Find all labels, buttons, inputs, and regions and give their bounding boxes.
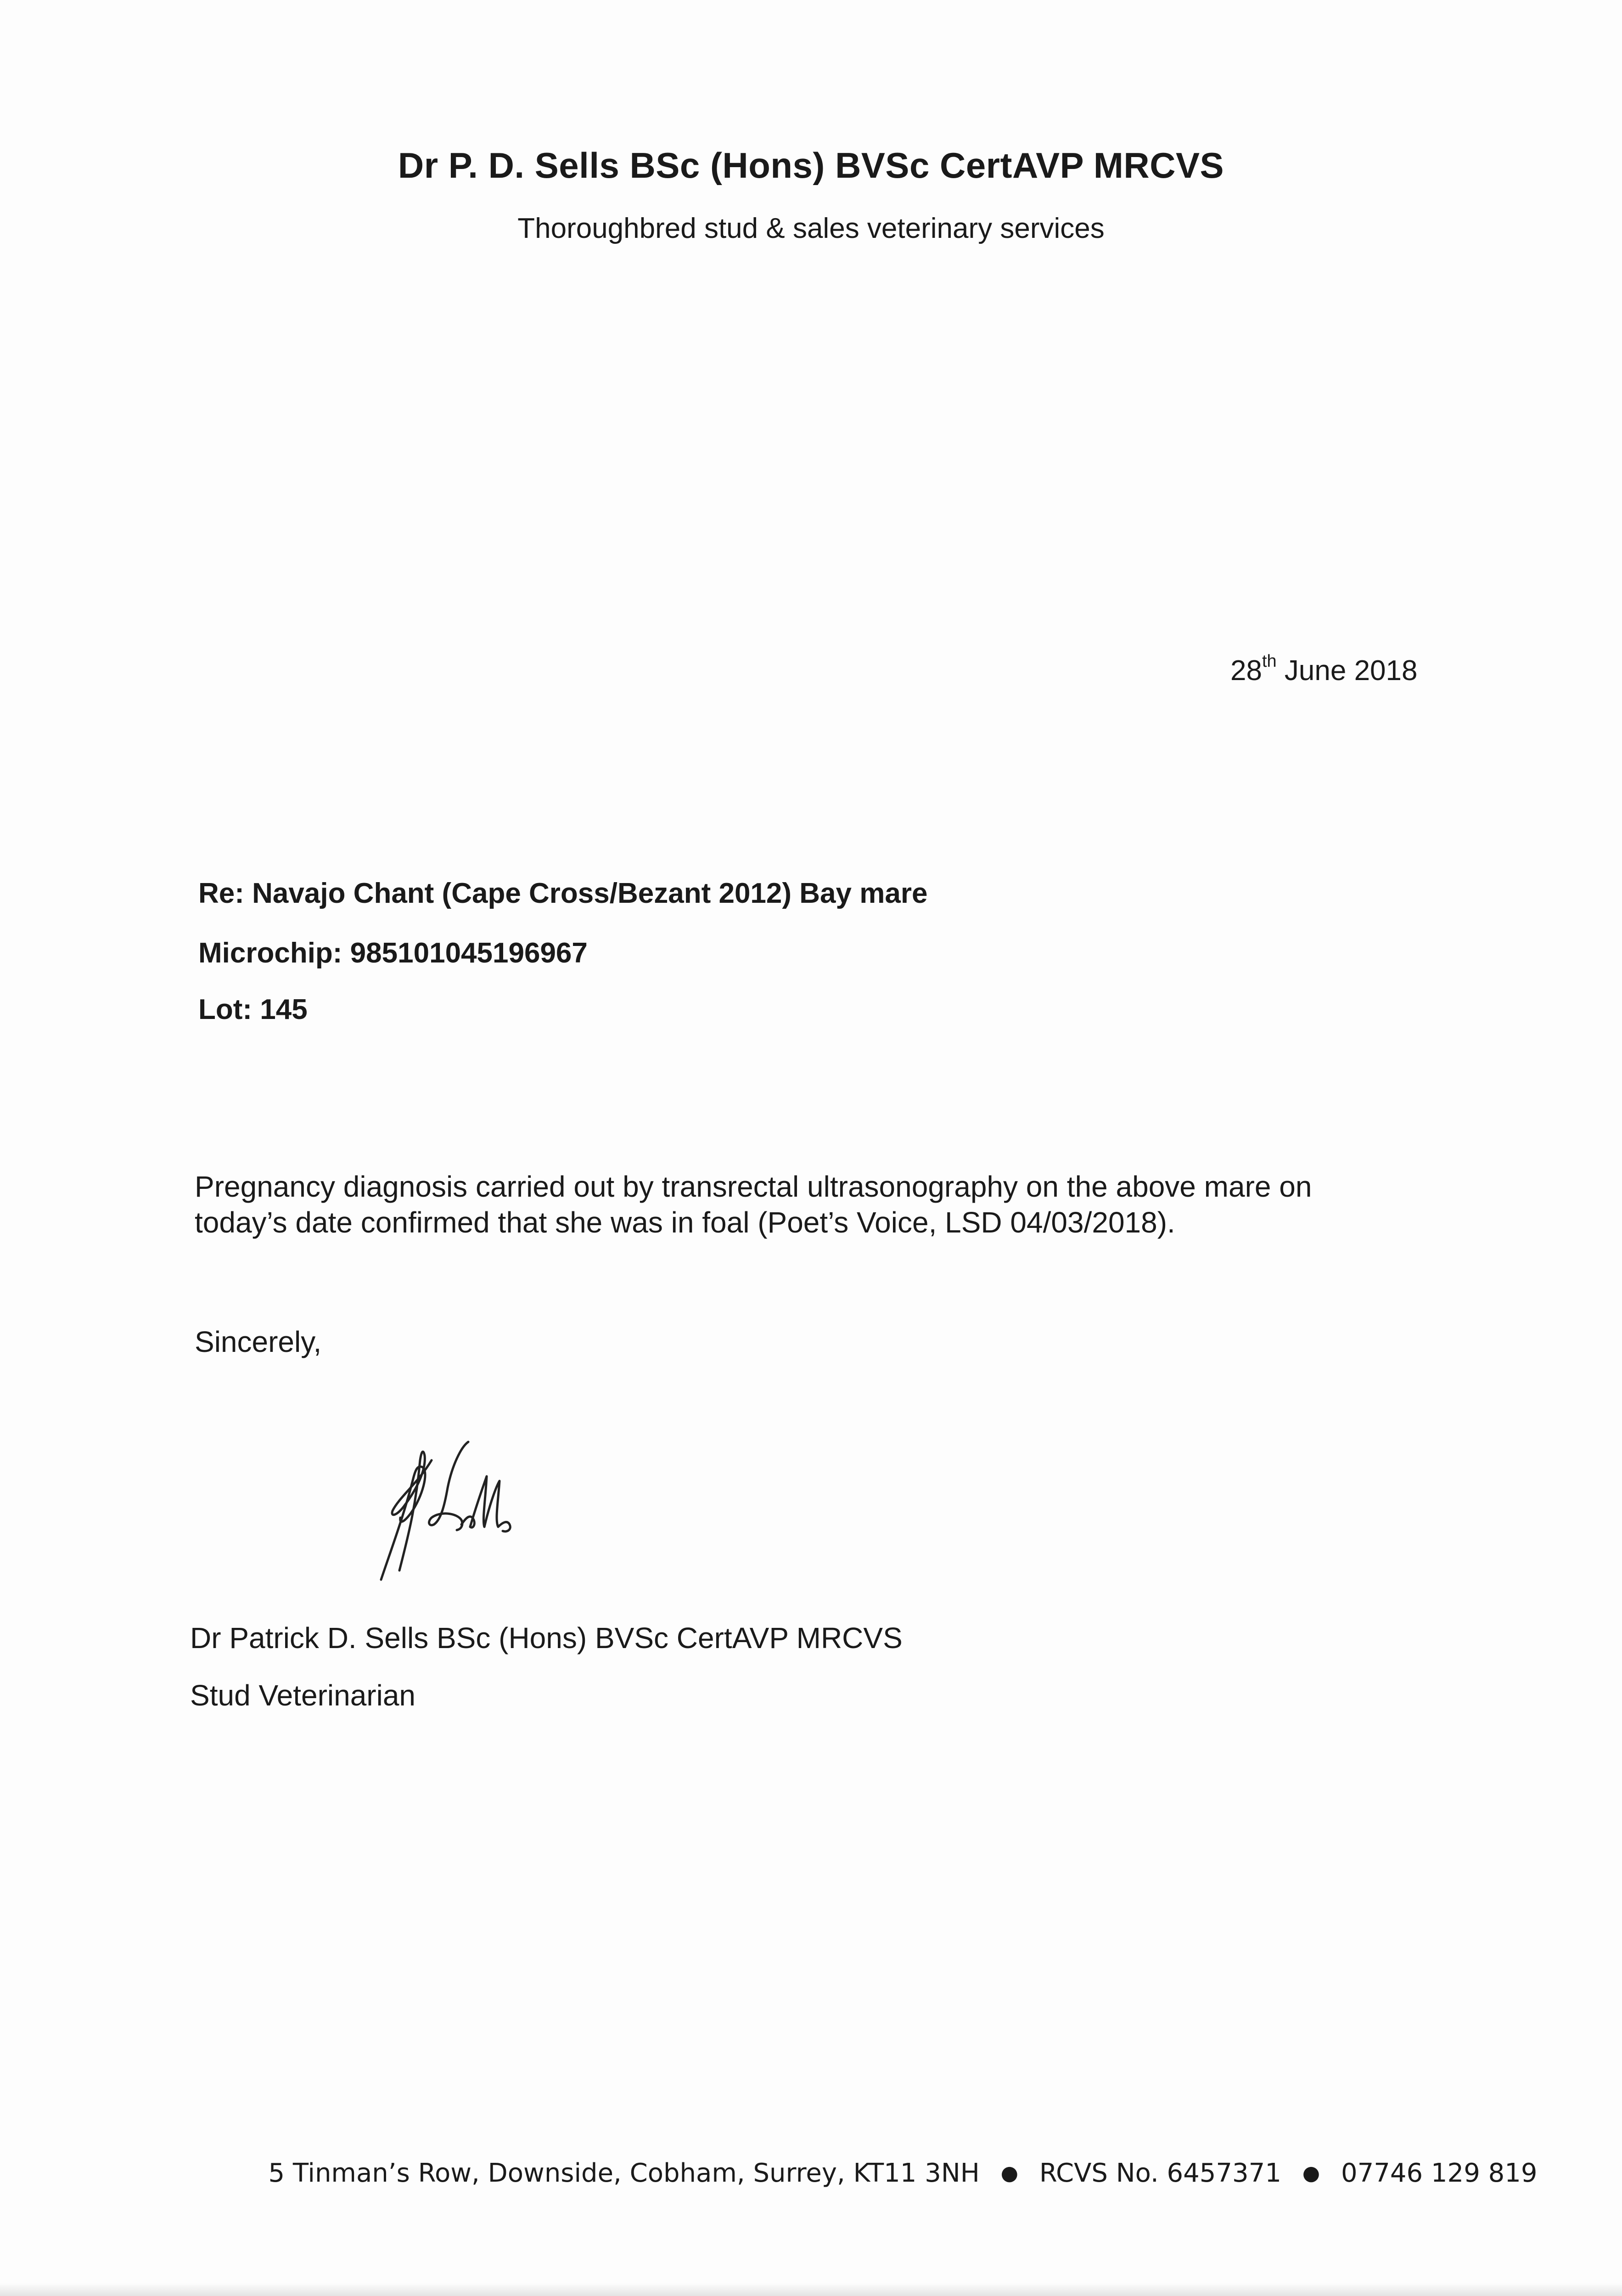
letterhead-name: Dr P. D. Sells BSc (Hons) BVSc CertAVP MRCVS bbox=[398, 145, 1224, 186]
closing-salutation: Sincerely, bbox=[195, 1325, 322, 1358]
date-ordinal: th bbox=[1262, 652, 1277, 671]
footer-rcvs-number: RCVS No. 6457371 bbox=[1039, 2158, 1281, 2188]
date-rest: June 2018 bbox=[1276, 655, 1418, 687]
signature-stroke-ells bbox=[461, 1476, 510, 1531]
footer-phone: 07746 129 819 bbox=[1341, 2158, 1538, 2188]
footer-separator-bullet: ● bbox=[1000, 2161, 1019, 2185]
letterhead-subtitle: Thoroughbred stud & sales veterinary services bbox=[517, 213, 1105, 244]
date-day: 28 bbox=[1230, 655, 1262, 687]
footer-address: 5 Tinman’s Row, Downside, Cobham, Surrey, KT11 3NH bbox=[268, 2158, 980, 2188]
reference-microchip-line: Microchip: 985101045196967 bbox=[198, 937, 588, 969]
signatory-title: Stud Veterinarian bbox=[190, 1679, 415, 1712]
handwritten-signature bbox=[372, 1433, 523, 1589]
letter-date bbox=[1230, 654, 1418, 687]
scan-edge-shadow bbox=[0, 2283, 1622, 2296]
signatory-name: Dr Patrick D. Sells BSc (Hons) BVSc CertAVP MRCVS bbox=[190, 1621, 903, 1654]
reference-re-line: Re: Navajo Chant (Cape Cross/Bezant 2012) Bay mare bbox=[198, 878, 928, 909]
signature-stroke-s bbox=[429, 1442, 468, 1530]
footer-separator-bullet: ● bbox=[1302, 2161, 1320, 2185]
body-paragraph: Pregnancy diagnosis carried out by transrectal ultrasonography on the above mare on today’s date confirmed that she was in foal (Poet’s Voice, LSD 04/03/2018). bbox=[195, 1170, 1312, 1239]
footer-contact bbox=[0, 2158, 1622, 2188]
reference-lot-line: Lot: 145 bbox=[198, 994, 308, 1025]
